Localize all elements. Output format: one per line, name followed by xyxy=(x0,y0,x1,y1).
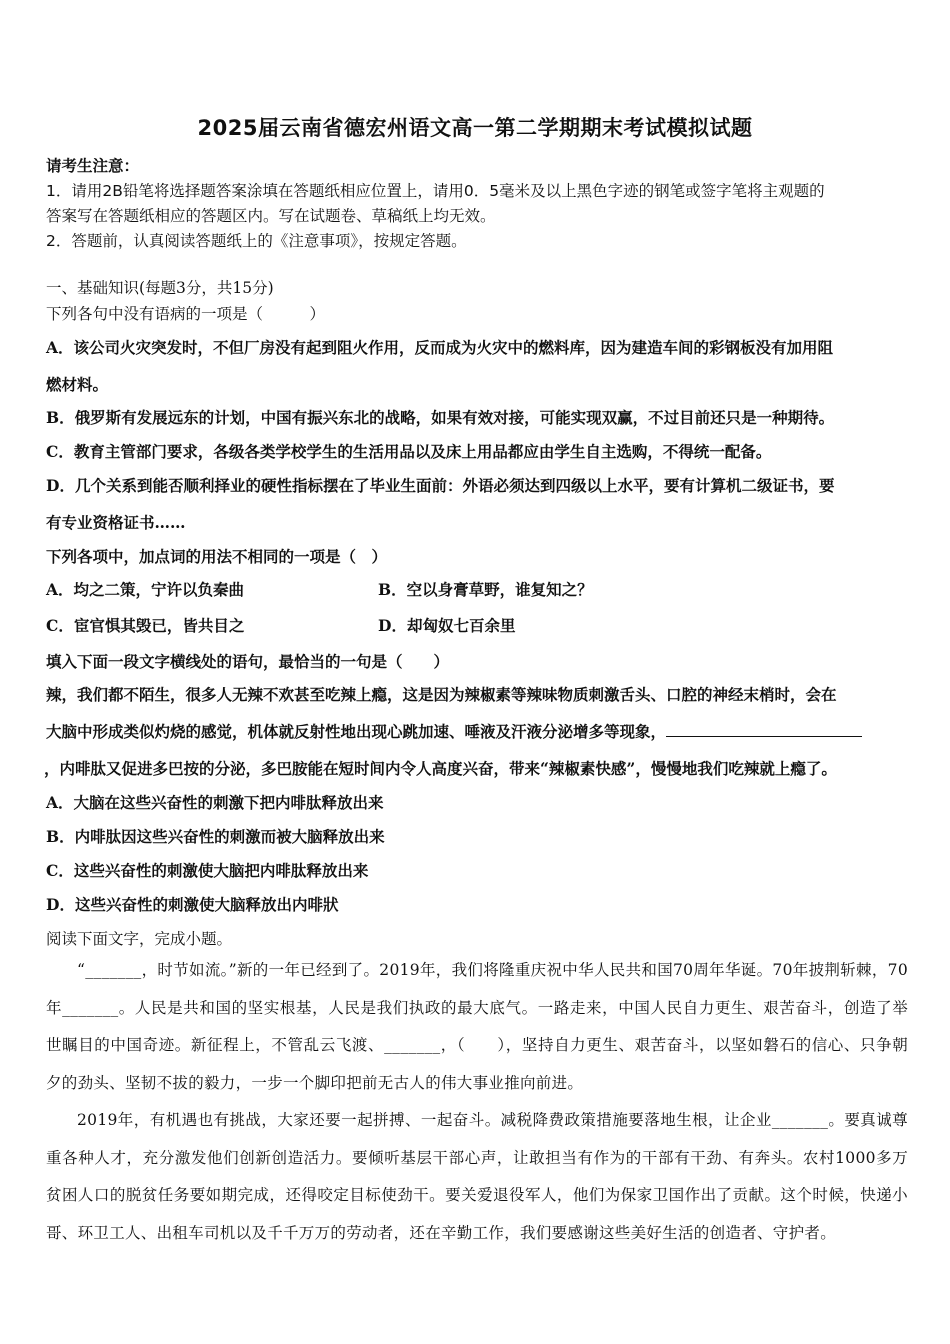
reading-paragraph-1: “_______，时节如流。”新的一年已经到了。2019年，我们将隆重庆祝中华人民共和国70周年华诞。70年披荆斩棘，70年_______。人民是共和国的坚实根基，人民是我们执政的最大底气。一路走来，中国人民自力更生、艰苦奋斗，创造了举世瞩目的中国奇迹。新征程上，不管乱云飞渡、_______，（ ），坚持自力更生、艰苦奋斗，以坚如磐石的信心、只争朝夕的劲头、坚韧不拔的毅力，一步一个脚印把前无古人的伟大事业推向前进。 xyxy=(46,961,908,1092)
q3-option-d: D．这些兴奋性的刺激使大脑释放出内啡狀 xyxy=(46,895,339,914)
reading-passage xyxy=(46,952,908,1252)
q3-option-a: A．大脑在这些兴奋性的刺激下把内啡肽释放出来 xyxy=(46,793,384,812)
q3-passage-line-2-text: 大脑中形成类似灼烧的感觉，机体就反射性地出现心跳加速、唾液及汗液分泌增多等现象， xyxy=(46,722,667,741)
section-heading: 一、基础知识(每题3分，共15分) xyxy=(46,279,274,297)
notice-item-1-line-2: 答案写在答题纸相应的答题区内。写在试题卷、草稿纸上均无效。 xyxy=(46,207,496,225)
q2-option-b: B．空以身膏草野，谁复知之？ xyxy=(378,580,593,599)
q1-option-b: B．俄罗斯有发展远东的计划，中国有振兴东北的战略，如果有效对接，可能实现双赢，不过目前还只是一种期待。 xyxy=(46,408,835,427)
q3-passage-line-1: 辣，我们都不陌生，很多人无辣不欢甚至吃辣上瘾，这是因为辣椒素等辣味物质刺激舌头、口腔的神经末梢时，会在 xyxy=(46,685,837,704)
notice-item-1-line-1: 1．请用2B铅笔将选择题答案涂填在答题纸相应位置上，请用0．5毫米及以上黑色字迹的钢笔或签字笔将主观题的 xyxy=(46,182,825,200)
q1-stem: 下列各句中没有语病的一项是（ ） xyxy=(46,305,326,323)
notice-item-2: 2．答题前，认真阅读答题纸上的《注意事项》，按规定答题。 xyxy=(46,232,467,250)
q2-stem: 下列各项中，加点词的用法不相同的一项是（ ） xyxy=(46,547,388,566)
answer-blank xyxy=(666,724,862,737)
q3-stem: 填入下面一段文字横线处的语句，最恰当的一句是（ ） xyxy=(46,652,450,671)
q3-option-b: B．内啡肽因这些兴奋性的刺激而被大脑释放出来 xyxy=(46,827,385,846)
q2-option-a: A．均之二策，宁许以负秦曲 xyxy=(46,580,245,599)
q1-option-a-line-1: A．该公司火灾突发时，不但厂房没有起到阻火作用，反而成为火灾中的燃料库，因为建造车间的彩钢板没有加用阻 xyxy=(46,338,834,357)
q1-option-a-line-2: 燃材料。 xyxy=(46,375,109,394)
reading-intro: 阅读下面文字，完成小题。 xyxy=(46,930,233,948)
q2-option-d: D．却匈奴七百余里 xyxy=(378,616,516,635)
q3-passage-line-2 xyxy=(46,720,862,742)
reading-paragraph-2: 2019年，有机遇也有挑战，大家还要一起拼搏、一起奋斗。减税降费政策措施要落地生根，让企业_______。要真诚尊重各种人才，充分激发他们创新创造活力。要倾听基层干部心声，让敢担当有作为的干部有干劲、有奔头。农村1000多万贫困人口的脱贫任务要如期完成，还得咬定目标使劲干。要关爱退役军人，他们为保家卫国作出了贡献。这个时候，快递小哥、环卫工人、出租车司机以及千千万万的劳动者，还在辛勤工作，我们要感谢这些美好生活的创造者、守护者。 xyxy=(46,1111,908,1242)
q1-option-d-line-1: D．几个关系到能否顺利择业的硬性指标摆在了毕业生面前：外语必须达到四级以上水平，要有计算机二级证书，要 xyxy=(46,476,835,495)
q1-option-c: C．教育主管部门要求，各级各类学校学生的生活用品以及床上用品都应由学生自主选购，不得统一配备。 xyxy=(46,442,772,461)
q3-option-c: C．这些兴奋性的刺激使大脑把内啡肽释放出来 xyxy=(46,861,369,880)
notice-heading: 请考生注意： xyxy=(46,157,140,175)
exam-title: 2025届云南省德宏州语文高一第二学期期末考试模拟试题 xyxy=(197,116,753,140)
q1-option-d-line-2: 有专业资格证书…… xyxy=(46,513,186,532)
q2-option-c: C．宦官惧其毁已，皆共目之 xyxy=(46,616,245,635)
q3-passage-line-3: ，内啡肽又促进多巴按的分泌，多巴胺能在短时间内令人高度兴奋，带来“辣椒素快感”，慢慢地我们吃辣就上瘾了。 xyxy=(44,759,837,778)
